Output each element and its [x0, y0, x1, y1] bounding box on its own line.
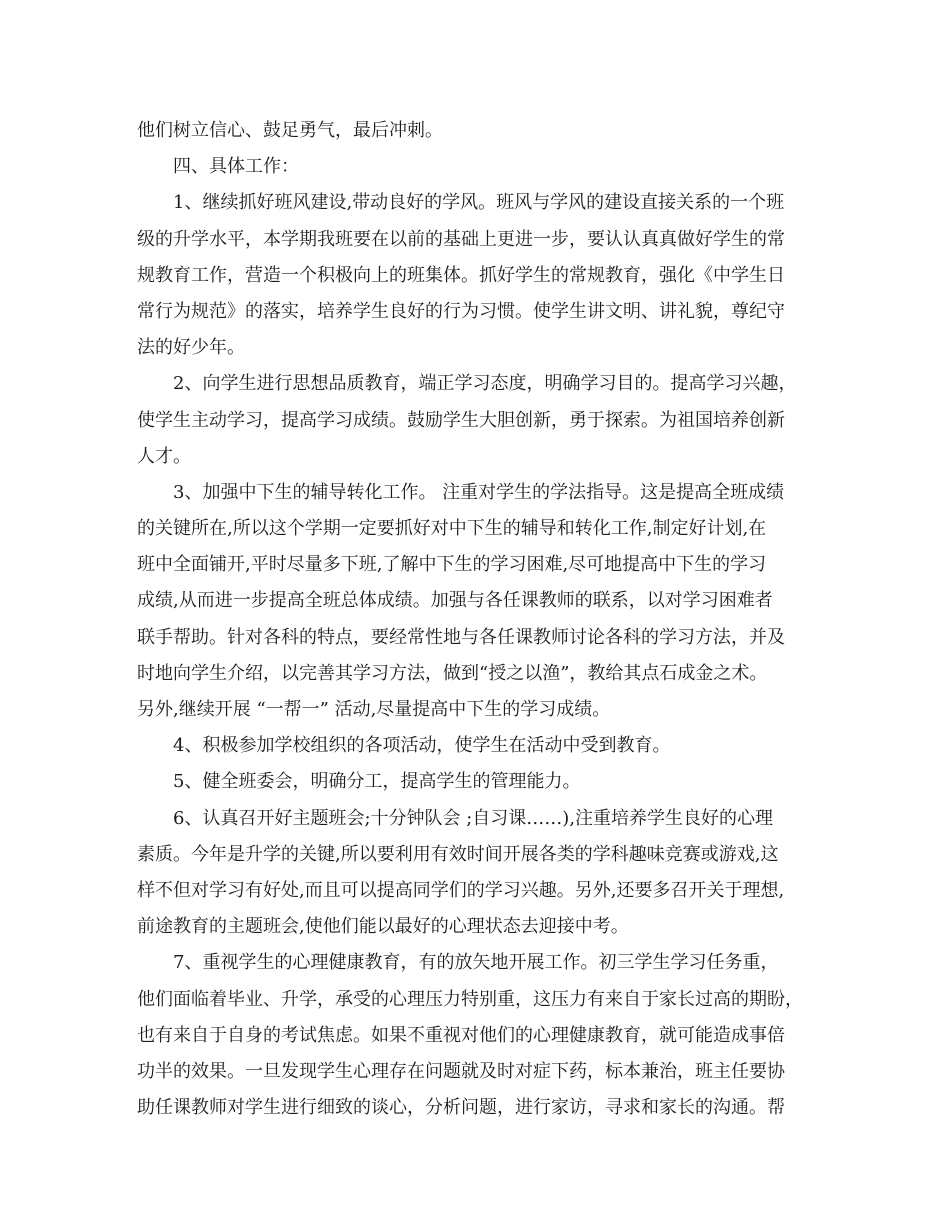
- paragraph-line: 助任课教师对学生进行细致的谈心，分析问题，进行家访，寻求和家长的沟通。帮: [137, 1097, 785, 1119]
- document-body: [137, 113, 827, 1126]
- section-heading: 四、具体工作：: [173, 156, 299, 178]
- paragraph-line: 功半的效果。一旦发现学生心理存在问题就及时对症下药，标本兼治，班主任要协: [137, 1060, 785, 1082]
- paragraph-line: 班中全面铺开,平时尽量多下班,了解中下生的学习困难,尽可地提高中下生的学习: [137, 554, 767, 576]
- paragraph-line: 2、向学生进行思想品质教育，端正学习态度，明确学习目的。提高学习兴趣，: [173, 373, 797, 395]
- paragraph-line: 规教育工作，营造一个积极向上的班集体。抓好学生的常规教育，强化《中学生日: [137, 264, 785, 286]
- paragraph-line: 3、加强中下生的辅导转化工作。 注重对学生的学法指导。这是提高全班成绩: [173, 481, 785, 503]
- paragraph-line: 联手帮助。针对各科的特点，要经常性地与各任课教师讨论各科的学习方法，并及: [137, 626, 785, 648]
- paragraph-line: 样不但对学习有好处,而且可以提高同学们的学习兴趣。另外,还要多召开关于理想,: [137, 879, 785, 901]
- paragraph-line: 1、继续抓好班风建设,带动良好的学风。班风与学风的建设直接关系的一个班: [173, 192, 785, 214]
- paragraph-line: 级的升学水平，本学期我班要在以前的基础上更进一步，要认认真真做好学生的常: [137, 228, 785, 250]
- paragraph-line: 6、认真召开好主题班会;十分钟队会 ;自习课……),注重培养学生良好的心理: [173, 807, 774, 829]
- paragraph-line: 他们面临着毕业、升学，承受的心理压力特别重，这压力有来自于家长过高的期盼，: [137, 988, 803, 1010]
- paragraph-line: 人才。: [137, 445, 191, 467]
- paragraph-line: 时地向学生介绍，以完善其学习方法，做到“授之以渔”，教给其点石成金之术。: [137, 662, 768, 684]
- text-line: 他们树立信心、鼓足勇气，最后冲刺。: [137, 120, 443, 141]
- paragraph-line: 常行为规范》的落实，培养学生良好的行为习惯。使学生讲文明、讲礼貌，尊纪守: [137, 300, 785, 322]
- paragraph-line: 4、积极参加学校组织的各项活动，使学生在活动中受到教育。: [173, 735, 671, 757]
- paragraph-line: 使学生主动学习，提高学习成绩。鼓励学生大胆创新，勇于探索。为祖国培养创新: [137, 409, 785, 431]
- paragraph-line: 前途教育的主题班会,使他们能以最好的心理状态去迎接中考。: [137, 916, 629, 938]
- paragraph-line: 也有来自于自身的考试焦虑。如果不重视对他们的心理健康教育，就可能造成事倍: [137, 1024, 785, 1046]
- paragraph-line: 法的好少年。: [137, 337, 245, 359]
- paragraph-line: 的关键所在,所以这个学期一定要抓好对中下生的辅导和转化工作,制定好计划,在: [137, 518, 767, 540]
- paragraph-line: 成绩,从而进一步提高全班总体成绩。加强与各任课教师的联系，以对学习困难者: [137, 590, 773, 612]
- paragraph-line: 7、重视学生的心理健康教育，有的放矢地开展工作。初三学生学习任务重，: [173, 952, 779, 974]
- paragraph-line: 素质。今年是升学的关键,所以要利用有效时间开展各类的学科趣味竞赛或游戏,这: [137, 843, 779, 865]
- paragraph-line: 另外,继续开展 “一帮一” 活动,尽量提高中下生的学习成绩。: [137, 699, 611, 720]
- paragraph-line: 5、健全班委会，明确分工，提高学生的管理能力。: [173, 771, 581, 793]
